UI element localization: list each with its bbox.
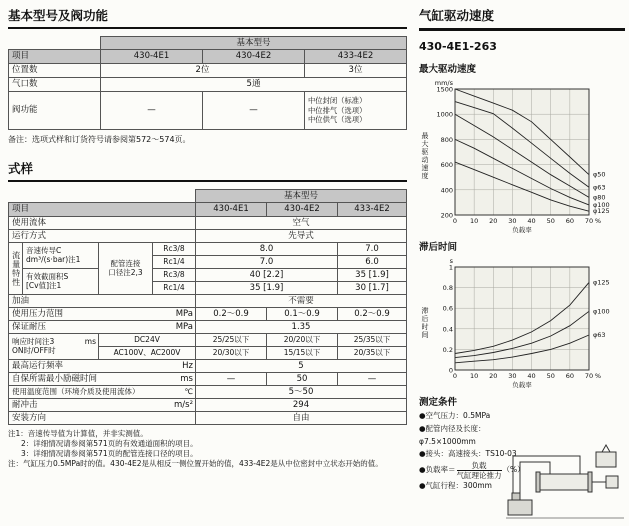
svg-text:30: 30 (508, 217, 517, 225)
function-value-3 (305, 92, 407, 130)
lag-time-chart (419, 255, 625, 390)
measurement-setup-illustration (506, 444, 626, 524)
note-3: 3：详细情况请参阅第571页的配管连接口径的项目。 (21, 449, 198, 459)
svg-text:φ125: φ125 (593, 207, 610, 216)
lag-time-chart-svg (431, 255, 625, 390)
svg-text:负载率: 负载率 (512, 381, 532, 389)
svg-text:400: 400 (440, 186, 453, 195)
temperature-range-value: 5～50 (196, 386, 407, 399)
corner-blank (9, 190, 196, 203)
svg-text:φ80: φ80 (593, 193, 606, 202)
basic-table-note: 备注：选项式样和订货符号请参阅第572～574页。 (8, 135, 191, 144)
function-option-closed: 中位封闭（标准） (308, 96, 367, 106)
impact-value: 294 (196, 399, 407, 412)
area-rc14-value-3: 30 [1.7] (338, 282, 407, 295)
max-frequency-value: 5 (196, 360, 407, 373)
fluid-value: 空气 (196, 217, 407, 230)
lubrication-value: 不需要 (196, 295, 407, 308)
operation-label: 运行方式 (9, 230, 196, 243)
pressure-value-1: 0.2～0.9 (196, 308, 267, 321)
svg-text:s: s (449, 257, 453, 265)
svg-text:1000: 1000 (436, 110, 453, 119)
svg-text:70: 70 (584, 217, 594, 225)
flow-group-label: 流量特性 (9, 243, 23, 295)
rc38-cell: Rc3/8 (153, 243, 196, 256)
svg-text:0: 0 (448, 366, 453, 375)
svg-text:800: 800 (440, 135, 453, 144)
svg-text:70: 70 (584, 372, 594, 380)
response-dc-1: 25/25以下 (196, 334, 267, 347)
response-time-label: 响应时间注3 ms ON时/OFF时 (9, 334, 99, 360)
sonic-rc38-value-12: 8.0 (196, 243, 338, 256)
response-dc-3: 25/35以下 (338, 334, 407, 347)
svg-text:mm/s: mm/s (434, 79, 453, 87)
condition-air-pressure: ●空气压力：0.5MPa (419, 411, 491, 420)
svg-text:负载率: 负载率 (512, 226, 532, 234)
pressure-value-3: 0.2～0.9 (338, 308, 407, 321)
effective-area-label: 有效截面积S [Cv值]注1 (23, 269, 99, 295)
function-value-2: — (203, 92, 305, 130)
load-ratio-fraction: $\frac{\text{负载}}{\text{气缸理论推力}}$ (456, 461, 502, 480)
spec-table (8, 189, 407, 425)
corner-blank (9, 37, 101, 50)
latch-value-3: — (338, 373, 407, 386)
condition-fitting: ●接头：高速接头：TS10-03 (419, 449, 517, 459)
sonic-rc14-value-3: 6.0 (338, 256, 407, 269)
section-title-spec: 式样 (8, 159, 407, 182)
svg-text:φ50: φ50 (593, 170, 606, 179)
positions-label: 位置数 (9, 64, 101, 78)
svg-text:0.2: 0.2 (442, 345, 453, 354)
rc38-cell: Rc3/8 (153, 269, 196, 282)
svg-text:30: 30 (508, 372, 517, 380)
operation-value: 先导式 (196, 230, 407, 243)
item-header-cell: 项目 (9, 203, 196, 217)
model-col-433-4e2: 433-4E2 (305, 50, 407, 64)
response-ac-2: 15/15以下 (267, 347, 338, 360)
svg-text:%: % (594, 372, 602, 380)
positions-value-12: 2位 (101, 64, 305, 78)
function-option-supply: 中位供气（选项） (308, 115, 367, 125)
svg-text:0: 0 (452, 372, 458, 380)
svg-text:φ63: φ63 (593, 183, 606, 192)
spec-notes (8, 429, 407, 470)
svg-text:1500: 1500 (436, 85, 453, 94)
svg-text:40: 40 (527, 217, 536, 225)
area-rc38-value-12: 40 [2.2] (196, 269, 338, 282)
svg-text:1: 1 (448, 263, 453, 272)
svg-text:0.8: 0.8 (442, 284, 453, 293)
model-header-cell: 基本型号 (196, 190, 407, 203)
svg-text:60: 60 (565, 372, 574, 380)
response-ac-1: 20/30以下 (196, 347, 267, 360)
sonic-conductance-label: 音速传导C dm³/(s·bar)注1 (23, 243, 99, 269)
pressure-range-label: 使用压力范围 MPa (9, 308, 196, 321)
model-header-cell: 基本型号 (101, 37, 407, 50)
model-col-430-4e2: 430-4E2 (267, 203, 338, 217)
function-label: 阀功能 (9, 92, 101, 130)
proof-pressure-value: 1.35 (196, 321, 407, 334)
svg-text:0.4: 0.4 (442, 325, 453, 334)
svg-text:10: 10 (470, 372, 479, 380)
svg-text:0.6: 0.6 (442, 304, 453, 313)
conditions-title: 测定条件 (419, 397, 458, 408)
basic-model-table (8, 36, 407, 130)
svg-text:φ63: φ63 (593, 330, 606, 339)
note-1: 注1：音速传导值为计算值，并非实测值。 (8, 429, 148, 438)
svg-text:20: 20 (489, 372, 498, 380)
svg-text:20: 20 (489, 217, 498, 225)
function-value-1: — (101, 92, 203, 130)
svg-text:40: 40 (527, 372, 536, 380)
svg-text:600: 600 (440, 161, 453, 170)
latch-time-label: 自保所需最小励磁时间 ms (9, 373, 196, 386)
dc24v-label: DC24V (99, 334, 196, 347)
lubrication-label: 加油 (9, 295, 196, 308)
pressure-value-2: 0.1～0.9 (267, 308, 338, 321)
panel-title: 气缸驱动速度 (419, 6, 625, 31)
latch-value-1: — (196, 373, 267, 386)
note-general: 注：气缸压力0.5MPa时的值。430-4E2是从相反一侧位置开始的值，433-4E2是从中位密封中立状态开始的值。 (8, 459, 383, 469)
rc14-cell: Rc1/4 (153, 282, 196, 295)
svg-text:φ100: φ100 (593, 200, 610, 209)
positions-value-3: 3位 (305, 64, 407, 78)
function-option-exhaust: 中位排气（选项） (308, 105, 367, 115)
sonic-rc14-value-12: 7.0 (196, 256, 338, 269)
condition-pipe: ●配管内径及长度：φ7.5×1000mm (419, 423, 486, 446)
max-speed-chart-title: 最大驱动速度 (419, 64, 477, 75)
temperature-range-label: 使用温度范围（环境介质及使用流体） ℃ (9, 386, 196, 399)
cylinder-speed-panel (419, 6, 625, 493)
section-title-basic-models: 基本型号及阀功能 (8, 6, 407, 29)
rc14-cell: Rc1/4 (153, 256, 196, 269)
svg-text:φ125: φ125 (593, 278, 610, 287)
model-col-430-4e1: 430-4E1 (101, 50, 203, 64)
proof-pressure-label: 保证耐压 MPa (9, 321, 196, 334)
ports-value: 5通 (101, 78, 407, 92)
lag-time-chart-title: 滞后时间 (419, 242, 458, 253)
response-dc-2: 20/20以下 (267, 334, 338, 347)
area-rc14-value-12: 35 [1.9] (196, 282, 338, 295)
fluid-label: 使用流体 (9, 217, 196, 230)
svg-text:50: 50 (546, 217, 555, 225)
svg-text:10: 10 (470, 217, 479, 225)
svg-text:0: 0 (452, 217, 458, 225)
model-col-430-4e2: 430-4E2 (203, 50, 305, 64)
svg-text:200: 200 (440, 211, 453, 220)
load-ratio-formula: ●负载率＝ $\frac{\text{负载}}{\text{气缸理论推力}}$ （%） (419, 461, 525, 480)
svg-text:%: % (594, 217, 602, 225)
lag-time-y-axis-label: 滞后时间 (421, 306, 429, 339)
max-speed-y-axis-label: 最大驱动速度 (421, 132, 429, 180)
svg-text:50: 50 (546, 372, 555, 380)
svg-text:φ100: φ100 (593, 307, 610, 316)
sonic-rc38-value-3: 7.0 (338, 243, 407, 256)
model-col-430-4e1: 430-4E1 (196, 203, 267, 217)
note-2: 2：详细情况请参阅第571页的有效通道面积的项目。 (21, 439, 198, 449)
pipe-port-size-label: 配管连接 口径注2,3 (99, 243, 153, 295)
impact-label: 耐冲击 m/s² (9, 399, 196, 412)
svg-text:60: 60 (565, 217, 574, 225)
max-speed-chart (419, 77, 625, 235)
model-number: 430-4E1-263 (419, 40, 497, 53)
condition-stroke: ●气缸行程：300mm (419, 481, 492, 490)
mounting-label: 安装方向 (9, 412, 196, 425)
latch-value-2: 50 (267, 373, 338, 386)
ac-label: AC100V、AC200V (99, 347, 196, 360)
mounting-value: 自由 (196, 412, 407, 425)
max-frequency-label: 最高运行频率 Hz (9, 360, 196, 373)
ports-label: 气口数 (9, 78, 101, 92)
left-column (8, 6, 407, 470)
model-col-433-4e2: 433-4E2 (338, 203, 407, 217)
response-ac-3: 20/35以下 (338, 347, 407, 360)
max-speed-chart-svg (431, 77, 625, 235)
item-header-cell: 项目 (9, 50, 101, 64)
area-rc38-value-3: 35 [1.9] (338, 269, 407, 282)
